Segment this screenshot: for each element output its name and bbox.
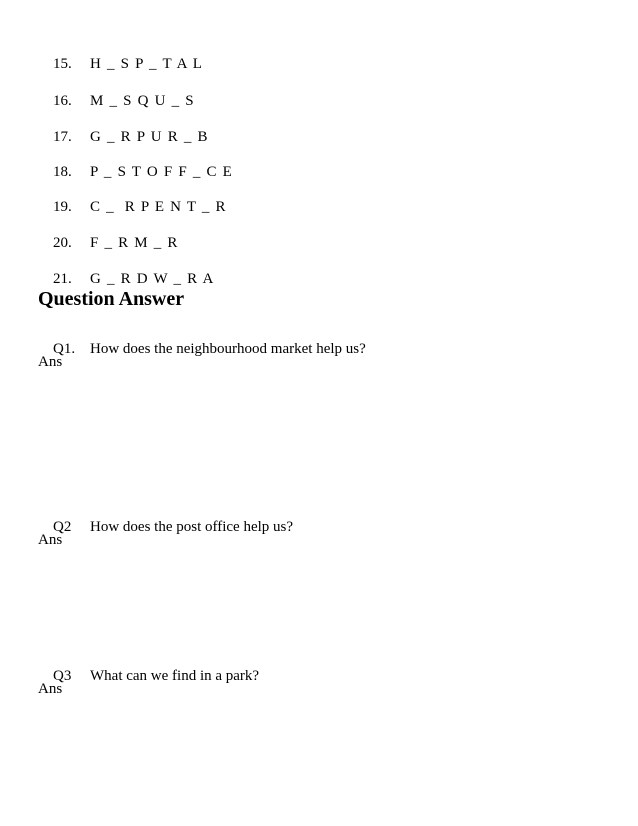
- item-number: 17.: [53, 129, 72, 145]
- item-word: G _ R D W _ R A: [90, 271, 215, 287]
- item-word: G _ R P U R _ B: [90, 129, 209, 145]
- item-number: 21.: [53, 271, 72, 287]
- question-text: What can we find in a park?: [90, 668, 260, 684]
- question-item: [38, 500, 293, 554]
- question-text: How does the neighbourhood market help us?: [90, 341, 366, 357]
- question-text: How does the post office help us?: [90, 519, 294, 535]
- item-word: F _ R M _ R: [90, 235, 179, 251]
- question-number: Q2: [53, 519, 72, 535]
- answer-label: Ans: [38, 354, 63, 370]
- item-number: 16.: [53, 93, 72, 109]
- item-word: P _ S T O F F _ C E: [90, 164, 233, 180]
- question-item: [38, 649, 259, 703]
- item-word: C _ R P E N T _ R: [90, 199, 227, 215]
- item-word: H _ S P _ T A L: [90, 56, 204, 72]
- item-number: 15.: [53, 56, 72, 72]
- answer-label: Ans: [38, 681, 63, 697]
- item-number: 18.: [53, 164, 72, 180]
- item-number: 20.: [53, 235, 72, 251]
- item-number: 19.: [53, 199, 72, 215]
- answer-label: Ans: [38, 532, 63, 548]
- question-number: Q1.: [53, 341, 76, 357]
- item-word: M _ S Q U _ S: [90, 93, 195, 109]
- question-number: Q3: [53, 668, 72, 684]
- section-heading: Question Answer: [38, 288, 185, 310]
- question-item: [38, 322, 366, 376]
